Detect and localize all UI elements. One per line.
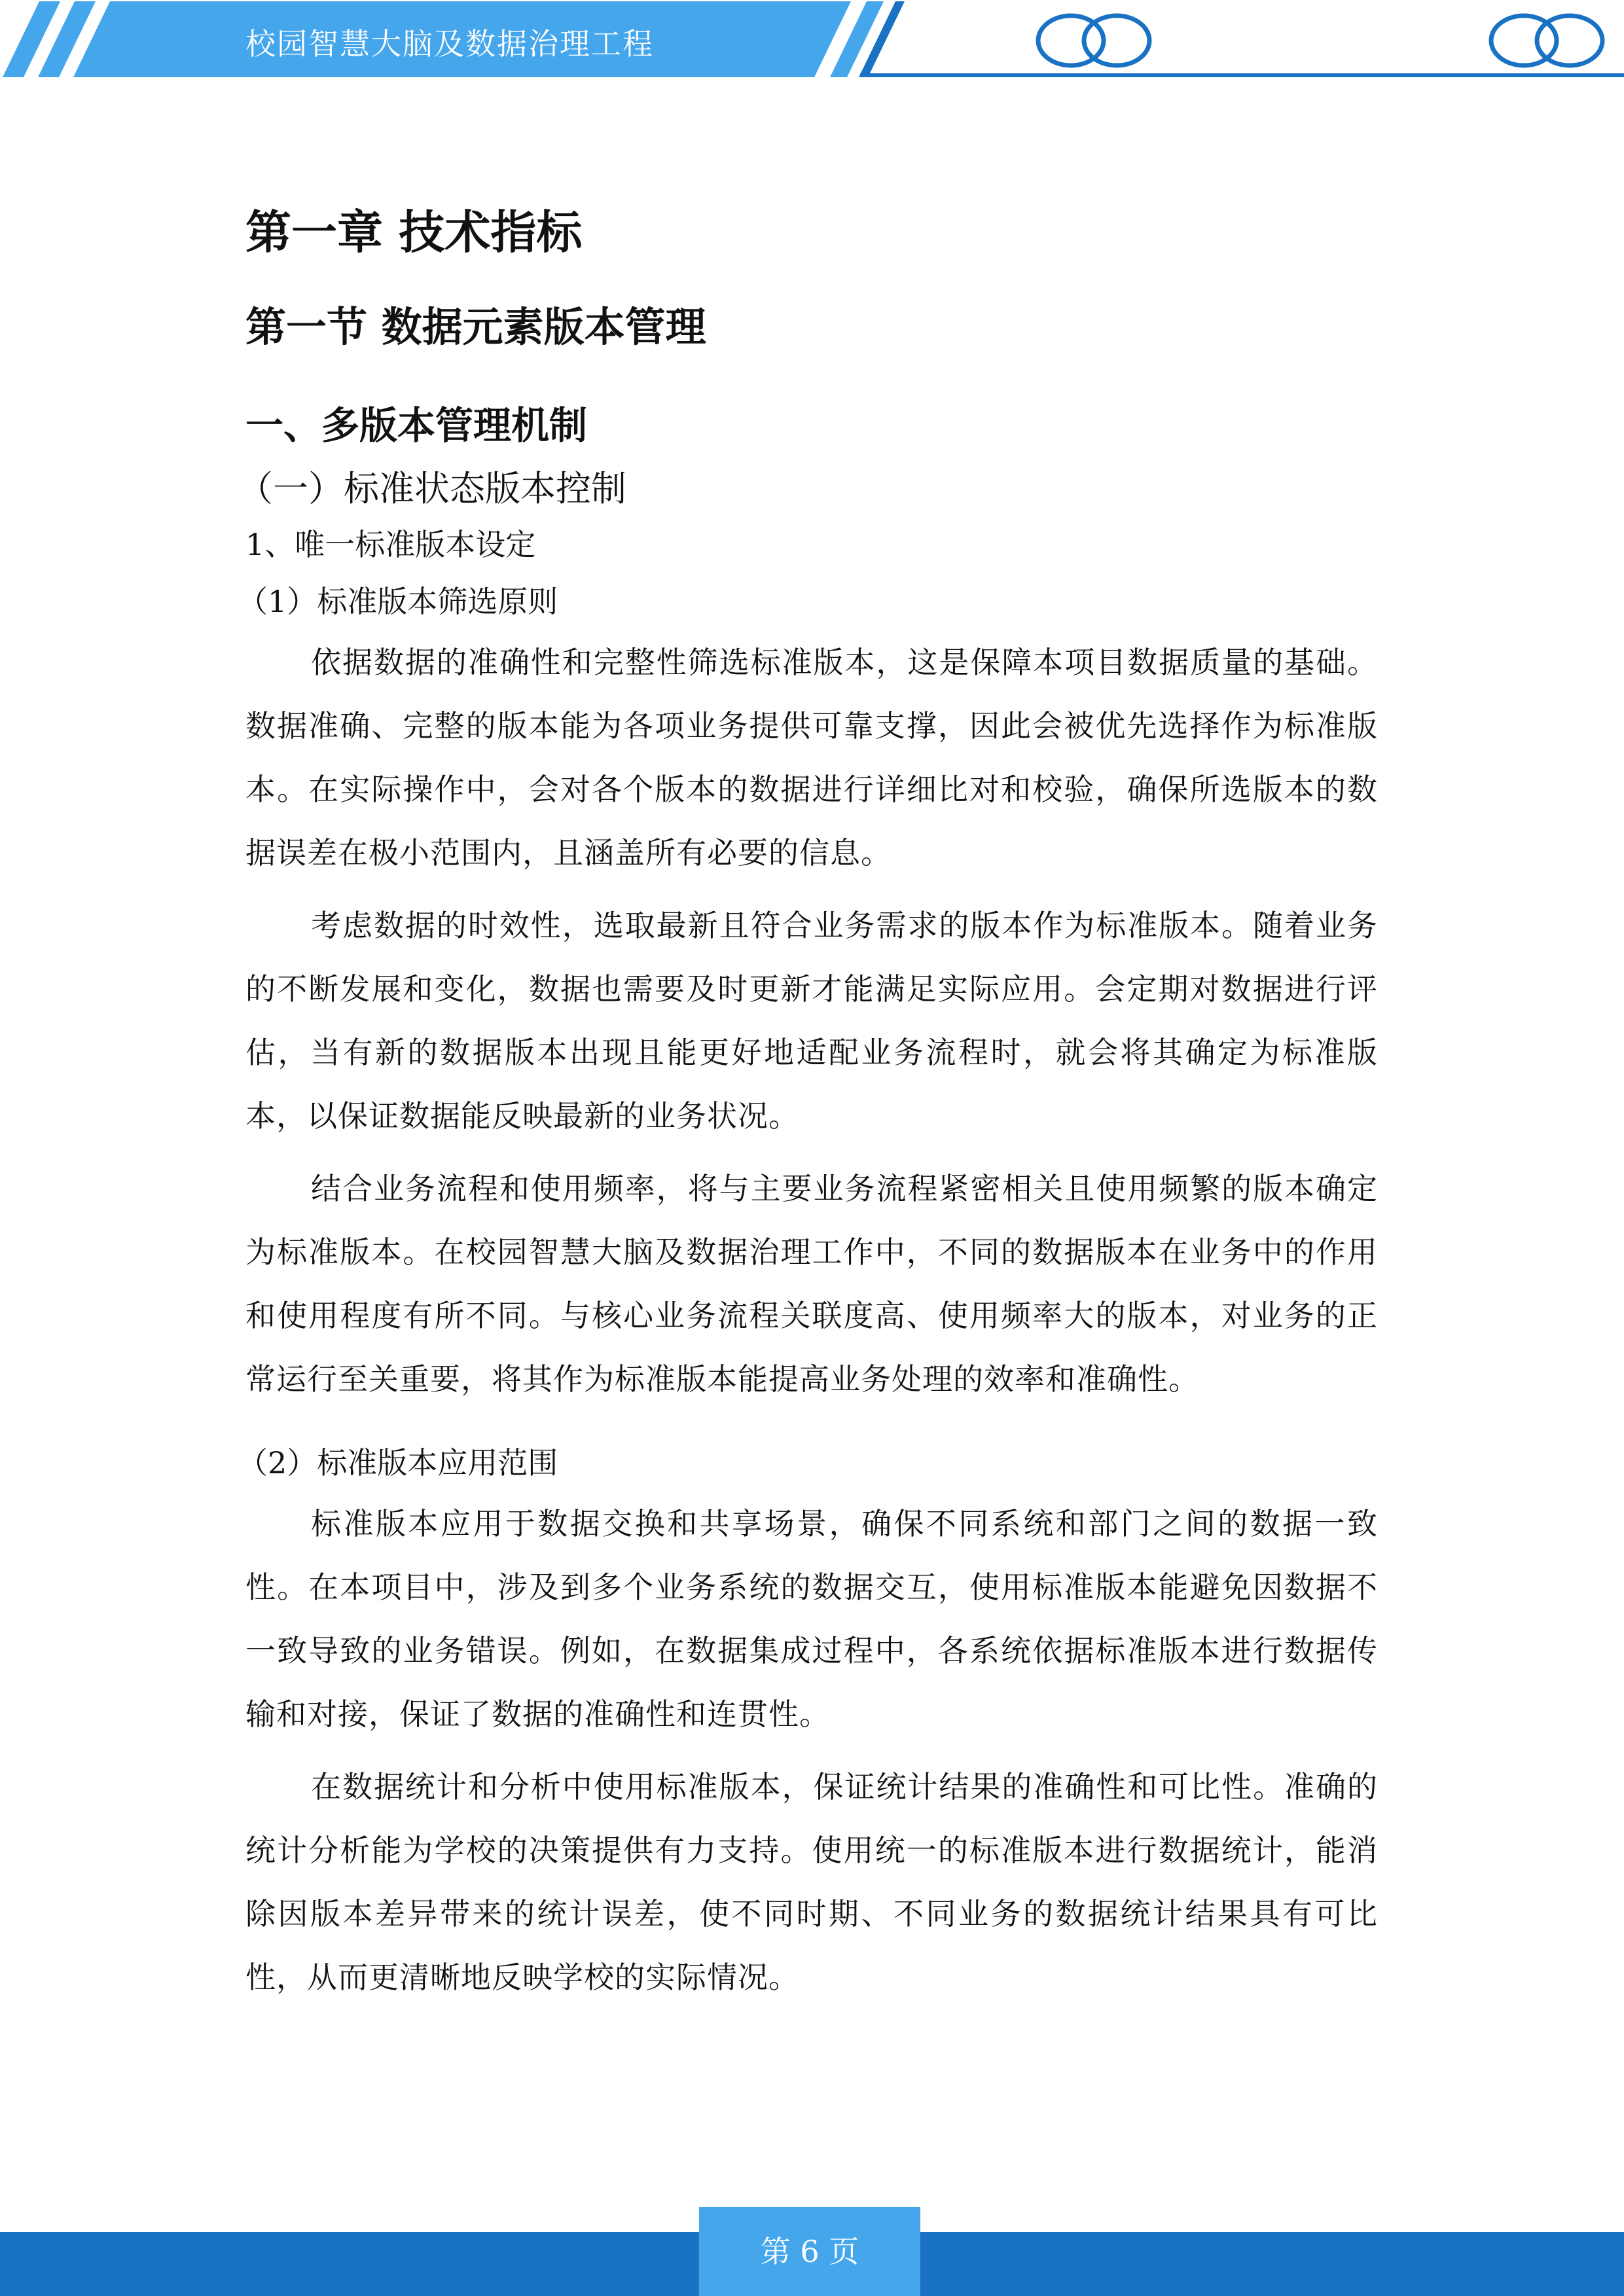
paragraph: 考虑数据的时效性，选取最新且符合业务需求的版本作为标准版本。随着业务的不断发展和变化，数据也需要及时更新才能满足实际应用。会定期对数据进行评估，当有新的数据版本出现且能更好地适配业务流程时，就会将其确定为标准版本，以保证数据能反映最新的业务状况。: [245, 908, 1378, 1134]
subsection-title: 一、多版本管理机制: [245, 403, 588, 448]
rings-logo-icon: [1038, 16, 1149, 65]
chapter-title: 第一章 技术指标: [245, 206, 583, 259]
document-body: [238, 196, 1378, 2018]
subsubsection-title: （一）标准状态版本控制: [238, 468, 626, 509]
point1-title: （1）标准版本筛选原则: [238, 584, 558, 619]
page-number: 第 6 页: [699, 2207, 920, 2296]
item-title: 1、唯一标准版本设定: [245, 527, 536, 562]
header-title: 校园智慧大脑及数据治理工程: [245, 26, 654, 62]
point2-title: （2）标准版本应用范围: [238, 1445, 558, 1480]
paragraph: 标准版本应用于数据交换和共享场景，确保不同系统和部门之间的数据一致性。在本项目中，涉及到多个业务系统的数据交互，使用标准版本能避免因数据不一致导致的业务错误。例如，在数据集成过程中，各系统依据标准版本进行数据传输和对接，保证了数据的准确性和连贯性。: [245, 1506, 1378, 1732]
paragraph: 结合业务流程和使用频率，将与主要业务流程紧密相关且使用频繁的版本确定为标准版本。在校园智慧大脑及数据治理工作中，不同的数据版本在业务中的作用和使用程度有所不同。与核心业务流程关联度高、使用频率大的版本，对业务的正常运行至关重要，将其作为标准版本能提高业务处理的效率和准确性。: [245, 1171, 1378, 1397]
header-banner: [0, 0, 1624, 85]
section-title: 第一节 数据元素版本管理: [245, 303, 706, 351]
rings-logo-icon: [1491, 16, 1602, 65]
paragraph: 依据数据的准确性和完整性筛选标准版本，这是保障本项目数据质量的基础。数据准确、完整的版本能为各项业务提供可靠支撑，因此会被优先选择作为标准版本。在实际操作中，会对各个版本的数据进行详细比对和校验，确保所选版本的数据误差在极小范围内，且涵盖所有必要的信息。: [245, 645, 1378, 870]
paragraph: 在数据统计和分析中使用标准版本，保证统计结果的准确性和可比性。准确的统计分析能为学校的决策提供有力支持。使用统一的标准版本进行数据统计，能消除因版本差异带来的统计误差，使不同时期、不同业务的数据统计结果具有可比性，从而更清晰地反映学校的实际情况。: [245, 1769, 1378, 1995]
